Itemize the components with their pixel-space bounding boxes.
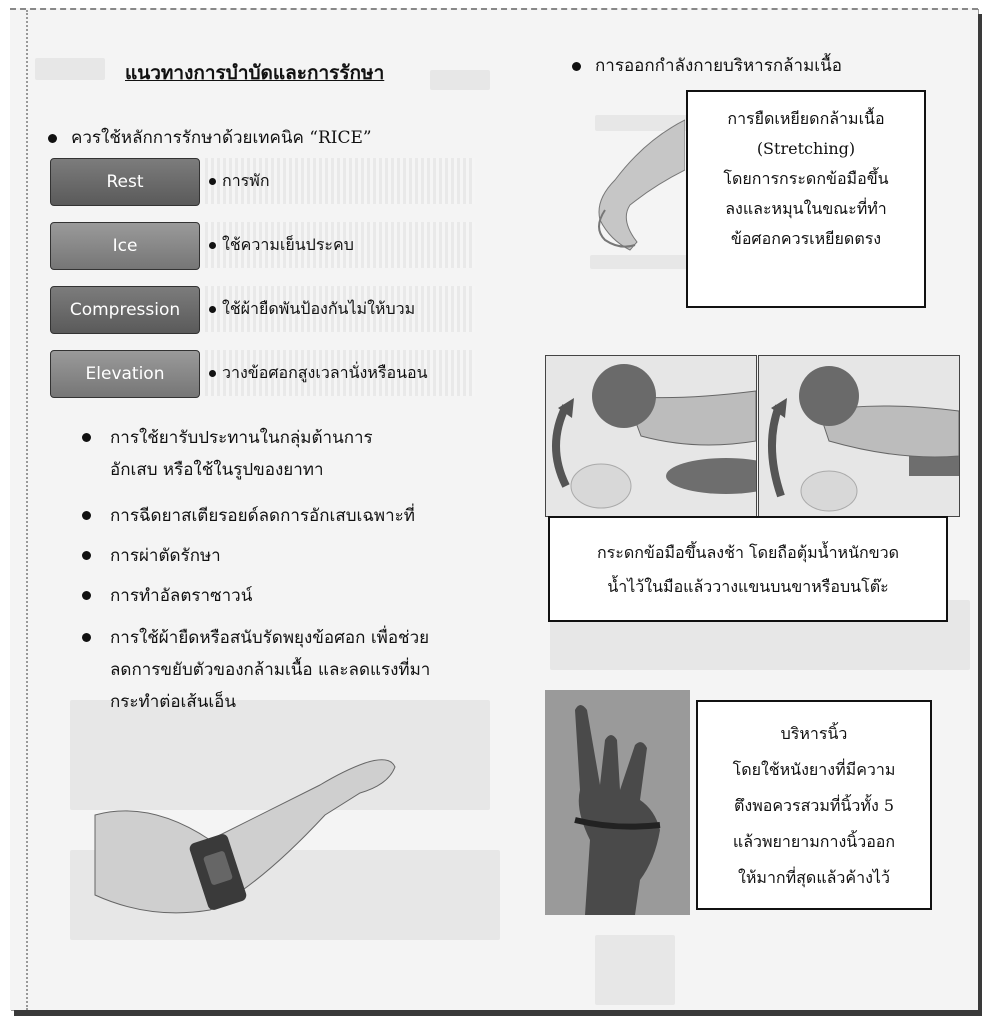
caption-line: โดยการกระดกข้อมือขึ้น [723, 169, 889, 188]
bullet-icon [209, 178, 216, 185]
caption-line: (Stretching) [756, 139, 856, 158]
bleed-through [595, 935, 675, 1005]
rice-term-label: Elevation [85, 364, 165, 384]
rice-term-ice [50, 222, 200, 270]
page-edge [10, 10, 28, 1010]
exercise-heading [572, 48, 842, 84]
rice-term-label: Ice [112, 236, 138, 256]
treatment-text: ลดการขยับตัวของกล้ามเนื้อ และลดแรงที่มา [110, 660, 431, 680]
bullet-icon [572, 62, 581, 71]
bullet-icon [48, 134, 57, 143]
rice-term-compression [50, 286, 200, 334]
treatment-text: การทำอัลตราซาวน์ [110, 586, 253, 606]
wrist-curl-down-image [758, 355, 960, 517]
elbow-brace-image [90, 745, 400, 930]
bleed-through [430, 70, 490, 90]
caption-line: ข้อศอกควรเหยียดตรง [730, 229, 882, 248]
rice-intro-text: ควรใช้หลักการรักษาด้วยเทคนิค “RICE” [71, 128, 372, 148]
caption-line: ให้มากที่สุดแล้วค้างไว้ [738, 868, 890, 887]
document-page [10, 8, 978, 1010]
finger-exercise-image [545, 690, 690, 915]
wrist-curl-caption-box [548, 516, 948, 622]
rice-desc-text: การพัก [222, 170, 270, 190]
bullet-icon [82, 433, 91, 442]
section-heading: แนวทางการบำบัดและการรักษา [125, 62, 385, 84]
bleed-through [35, 58, 105, 80]
rice-desc-text: วางข้อศอกสูงเวลานั่งหรือนอน [222, 362, 428, 382]
rice-desc-elevation [205, 350, 475, 396]
treatment-text: การใช้ยารับประทานในกลุ่มต้านการ [110, 428, 373, 448]
treatment-text: การฉีดยาสเตียรอยด์ลดการอักเสบเฉพาะที่ [110, 506, 416, 526]
treatment-text: กระทำต่อเส้นเอ็น [110, 692, 237, 712]
rice-term-elevation [50, 350, 200, 398]
bullet-icon [209, 370, 216, 377]
stretching-image [575, 110, 685, 260]
bullet-icon [82, 551, 91, 560]
wrist-curl-up-image [545, 355, 757, 517]
caption-line: การยืดเหยียดกล้ามเนื้อ [727, 109, 885, 128]
bullet-icon [82, 591, 91, 600]
rice-term-rest [50, 158, 200, 206]
bullet-icon [209, 306, 216, 313]
rice-desc-text: ใช้ความเย็นประคบ [222, 234, 354, 254]
rice-desc-text: ใช้ผ้ายืดพันป้องกันไม่ให้บวม [222, 298, 416, 318]
exercise-heading-text: การออกกำลังกายบริหารกล้ามเนื้อ [595, 56, 842, 76]
caption-line: ลงและหมุนในขณะที่ทำ [725, 199, 887, 218]
bullet-icon [82, 511, 91, 520]
caption-line: ตึงพอควรสวมที่นิ้วทั้ง 5 [733, 796, 895, 815]
stretching-caption-box [686, 90, 926, 308]
treatment-text: การผ่าตัดรักษา [110, 546, 221, 566]
caption-line: โดยใช้หนังยางที่มีความ [732, 760, 896, 779]
treatment-text: อักเสบ หรือใช้ในรูปของยาทา [110, 460, 324, 480]
caption-line: น้ำไว้ในมือแล้ววางแขนบนขาหรือบนโต๊ะ [607, 577, 889, 596]
rice-term-label: Compression [69, 300, 181, 320]
finger-exercise-caption-box [696, 700, 932, 910]
caption-line: บริหารนิ้ว [780, 724, 848, 743]
rice-desc-ice [205, 222, 475, 268]
caption-line: กระดกข้อมือขึ้นลงช้า โดยถือตุ้มน้ำหนักขวด [596, 543, 900, 562]
rice-desc-compression [205, 286, 475, 332]
caption-line: แล้วพยายามกางนิ้วออก [732, 832, 896, 851]
bullet-icon [209, 242, 216, 249]
rice-term-label: Rest [106, 172, 144, 192]
bullet-icon [82, 633, 91, 642]
rice-desc-rest [205, 158, 475, 204]
rice-intro [48, 120, 372, 156]
treatment-text: การใช้ผ้ายืดหรือสนับรัดพยุงข้อศอก เพื่อช่วย [110, 628, 430, 648]
